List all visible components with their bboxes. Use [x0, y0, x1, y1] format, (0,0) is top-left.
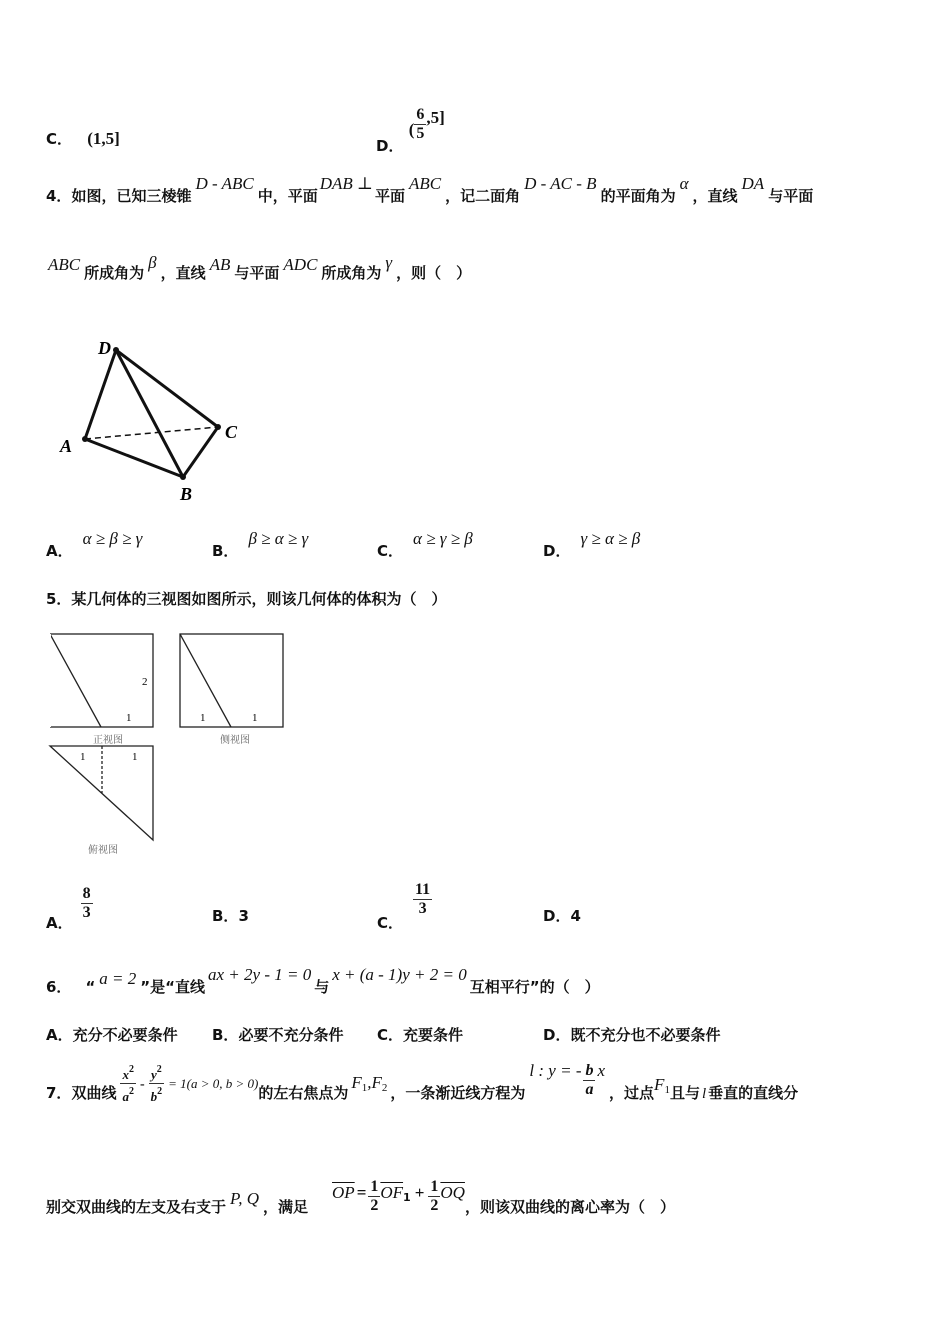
option-label: D．	[543, 1026, 571, 1044]
q6-text: 与	[314, 978, 330, 996]
q7-math-ba-fraction: $\frac{b}{a}$	[585, 1062, 594, 1098]
q5-option-b[interactable]	[212, 905, 249, 926]
q4-math-perp: DAB ⊥	[319, 174, 374, 193]
vertex-label-b: B	[180, 484, 193, 504]
q4-text: ，则（ ）	[396, 264, 472, 282]
edge-bc	[183, 427, 218, 477]
q4-math-abc: ABC	[409, 174, 442, 193]
q4-option-b[interactable]	[212, 529, 309, 561]
q4-text: 与平面	[234, 264, 280, 282]
option-label: B．	[212, 542, 239, 560]
edge-dc	[116, 350, 218, 427]
front-caption: 正视图	[93, 735, 123, 746]
option-expr: β ≥ α ≥ γ	[248, 529, 309, 548]
q7-text: 且与	[669, 1084, 700, 1102]
q7-vector-equation: $\overline{OP}$ = $\frac{1}{2}$ $\overline{OF}_1$ + $\frac{1}{2}$ $\overline{OQ}$	[332, 1178, 465, 1214]
top-caption: 俯视图	[88, 845, 118, 856]
q6-text: “	[85, 978, 96, 996]
q7-text: ，则该双曲线的离心率为（ ）	[464, 1198, 675, 1216]
option-label: A．	[46, 914, 73, 932]
q4-math-gamma: γ	[385, 253, 393, 272]
vertex-label-a: A	[60, 436, 73, 456]
option-value: 4	[570, 907, 581, 925]
q4-text: ，直线	[692, 187, 738, 205]
q6-option-a[interactable]	[46, 1024, 178, 1045]
q7-math-pq: P, Q	[230, 1189, 259, 1208]
option-label: D．	[543, 907, 571, 925]
option-label: B．	[212, 907, 239, 925]
q6-text: ”是“直线	[140, 978, 205, 996]
q3-option-c-label: C．	[46, 130, 73, 148]
q7-math-foci: $F_1,F_2$	[351, 1073, 388, 1094]
vertex-label-c: C	[225, 422, 238, 442]
q4-text: 平面	[375, 187, 406, 205]
q6-stem	[46, 965, 600, 997]
q4-math-dihedral: D - AC - B	[524, 174, 597, 193]
q4-text: 的平面角为	[600, 187, 676, 205]
q6-math-a2: a = 2	[99, 969, 137, 988]
q4-math-pyramid: D - ABC	[195, 174, 254, 193]
option-label: A．	[46, 1026, 73, 1044]
q5-stem: 5．某几何体的三视图如图所示，则该几何体的体积为（ ）	[46, 590, 447, 608]
q3-option-d-close: ,5]	[426, 108, 445, 127]
option-expr: α ≥ γ ≥ β	[413, 529, 473, 548]
q4-stem-line1	[46, 174, 814, 206]
q5-side-view	[176, 630, 288, 750]
q7-math-asymptote: l : y = -	[529, 1061, 582, 1080]
q7-text: 的左右焦点为	[258, 1084, 349, 1102]
q4-tetrahedron-figure	[50, 332, 250, 512]
q4-text: ，记二面角	[445, 187, 521, 205]
q6-math-line1: ax + 2y - 1 = 0	[208, 965, 312, 984]
option-label: B．	[212, 1026, 239, 1044]
edge-ab	[85, 439, 183, 477]
edge-ac-hidden	[85, 427, 218, 439]
option-fraction: $\frac{8}{3}$	[82, 885, 91, 921]
option-expr: γ ≥ α ≥ β	[580, 529, 641, 548]
q7-text: 双曲线	[71, 1084, 117, 1102]
q3-option-c[interactable]	[46, 128, 120, 149]
q7-text: ，满足	[263, 1198, 309, 1216]
top-label-left: 1	[80, 751, 86, 763]
top-label-right: 1	[132, 751, 138, 763]
q5-top-view	[46, 742, 158, 860]
edge-da	[85, 350, 116, 439]
q4-math-alpha: α	[679, 174, 689, 193]
q6-math-line2: x + (a - 1)y + 2 = 0	[332, 965, 467, 984]
q6-number: 6．	[46, 978, 72, 996]
side-label-right: 1	[252, 712, 258, 724]
q4-number: 4．	[46, 187, 72, 205]
option-label: D．	[543, 542, 571, 560]
q6-option-b[interactable]	[212, 1024, 343, 1045]
q3-option-d-fraction: $\frac{6}{5}$	[416, 106, 425, 142]
q4-text: 中，平面	[257, 187, 318, 205]
q4-math-abc2: ABC	[48, 255, 81, 274]
q4-text: 如图，已知三棱锥	[71, 187, 192, 205]
q7-text: ，过点	[609, 1084, 655, 1102]
q3-option-d-open: (	[408, 120, 415, 139]
q7-math-x: x	[597, 1061, 606, 1080]
option-label: C．	[377, 1026, 404, 1044]
q4-stem-line2	[48, 253, 472, 283]
option-text: 必要不充分条件	[238, 1026, 344, 1044]
q4-math-ab: AB	[209, 255, 231, 274]
q3-option-d-label: D．	[376, 137, 404, 155]
q6-option-c[interactable]	[377, 1024, 463, 1045]
side-label-left: 1	[200, 712, 206, 724]
q7-math-f1: $F_1$	[654, 1075, 670, 1096]
q6-option-d[interactable]	[543, 1024, 720, 1045]
option-expr: α ≥ β ≥ γ	[82, 529, 143, 548]
q7-text: 别交双曲线的左支及右支于	[46, 1198, 227, 1216]
q5-option-c[interactable]	[377, 881, 432, 932]
vertex-label-d: D	[98, 338, 111, 358]
option-fraction: $\frac{11}{3}$	[415, 881, 431, 917]
q4-option-c[interactable]	[377, 529, 473, 561]
front-label-width: 1	[126, 712, 132, 724]
q4-math-beta: β	[148, 253, 157, 272]
q4-option-d[interactable]	[543, 529, 641, 561]
q4-math-adc: ADC	[283, 255, 318, 274]
option-text: 既不充分也不必要条件	[570, 1026, 721, 1044]
option-value: 3	[238, 907, 249, 925]
q7-math-l: l	[701, 1086, 707, 1102]
q4-text: 所成角为	[84, 264, 145, 282]
front-label-height: 2	[142, 676, 148, 688]
side-caption: 侧视图	[220, 735, 250, 746]
q5-front-view	[46, 630, 158, 750]
option-text: 充要条件	[403, 1026, 464, 1044]
q4-text: 与平面	[768, 187, 814, 205]
q7-stem-line1	[46, 1062, 798, 1105]
option-label: C．	[377, 542, 404, 560]
q7-text: 垂直的直线分	[708, 1084, 799, 1102]
q6-text: 互相平行”的（ ）	[469, 978, 600, 996]
option-text: 充分不必要条件	[72, 1026, 178, 1044]
q3-option-d[interactable]	[376, 106, 445, 155]
q5-option-a[interactable]	[46, 885, 93, 932]
q4-text: 所成角为	[321, 264, 382, 282]
q7-number: 7．	[46, 1084, 72, 1102]
option-label: A．	[46, 542, 73, 560]
edge-db	[116, 350, 183, 477]
q7-hyperbola-equation: $\frac{x^2}{a^2}$ - $\frac{y^2}{b^2}$ = 1(a > 0, b > 0)	[122, 1064, 259, 1104]
q7-stem-line2	[46, 1178, 675, 1229]
q4-option-a[interactable]	[46, 529, 143, 561]
option-label: C．	[377, 914, 404, 932]
q4-text: ，直线	[160, 264, 206, 282]
q7-text: ，一条渐近线方程为	[390, 1084, 526, 1102]
q3-option-c-value: (1,5]	[87, 129, 120, 148]
q5-option-d[interactable]	[543, 905, 581, 926]
q4-math-da: DA	[741, 174, 765, 193]
